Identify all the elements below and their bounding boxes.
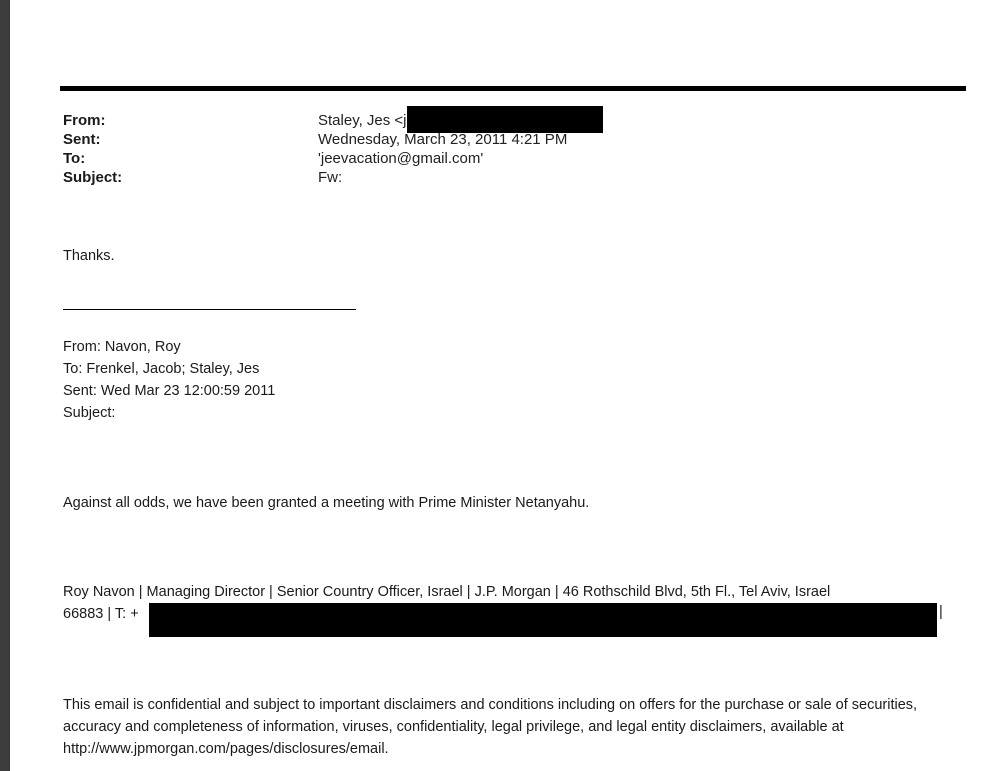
fwd-sent: Sent: Wed Mar 23 12:00:59 2011 [63, 383, 276, 399]
from-label: From: [63, 112, 106, 129]
subject-value: Fw: [318, 169, 343, 186]
fwd-from: From: Navon, Roy [63, 339, 181, 355]
fwd-to: To: Frenkel, Jacob; Staley, Jes [63, 361, 260, 377]
email-header [63, 111, 603, 187]
signature-line-1: Roy Navon | Managing Director | Senior Country Officer, Israel | J.P. Morgan | 46 Rothschild Blvd, 5th Fl., Tel Aviv, Israel [63, 584, 831, 600]
sent-row [63, 130, 603, 149]
redaction-phone [149, 603, 937, 637]
signature-line-2: 66883 | T: + [63, 606, 139, 622]
from-value [318, 111, 603, 130]
fwd-subject: Subject: [63, 405, 116, 421]
sent-value: Wednesday, March 23, 2011 4:21 PM [318, 131, 568, 148]
document-page [10, 0, 991, 771]
header-rule [60, 86, 966, 91]
disclaimer-text: This email is confidential and subject to important disclaimers and conditions including on offers for the purchase or sale of securities, accuracy and completeness of information, viruses, confidentiality, legal privilege, and legal entity disclaimers, available at http://www.jpmorgan.com/pages/disclosures/email. [63, 697, 918, 757]
message-text: Against all odds, we have been granted a meeting with Prime Minister Netanyahu. [63, 495, 590, 511]
from-row [63, 111, 603, 130]
forward-divider [63, 309, 356, 310]
to-label: To: [63, 150, 86, 167]
to-row [63, 149, 603, 168]
to-value: 'jeevacation@gmail.com' [318, 150, 484, 167]
from-value-text: Staley, Jes <j [318, 112, 407, 129]
subject-row [63, 168, 603, 187]
forwarded-header [63, 336, 275, 424]
signature-end: | [939, 604, 943, 620]
sent-label: Sent: [63, 131, 101, 148]
thanks-text: Thanks. [63, 248, 115, 264]
subject-label: Subject: [63, 169, 123, 186]
redaction-from [407, 106, 603, 133]
